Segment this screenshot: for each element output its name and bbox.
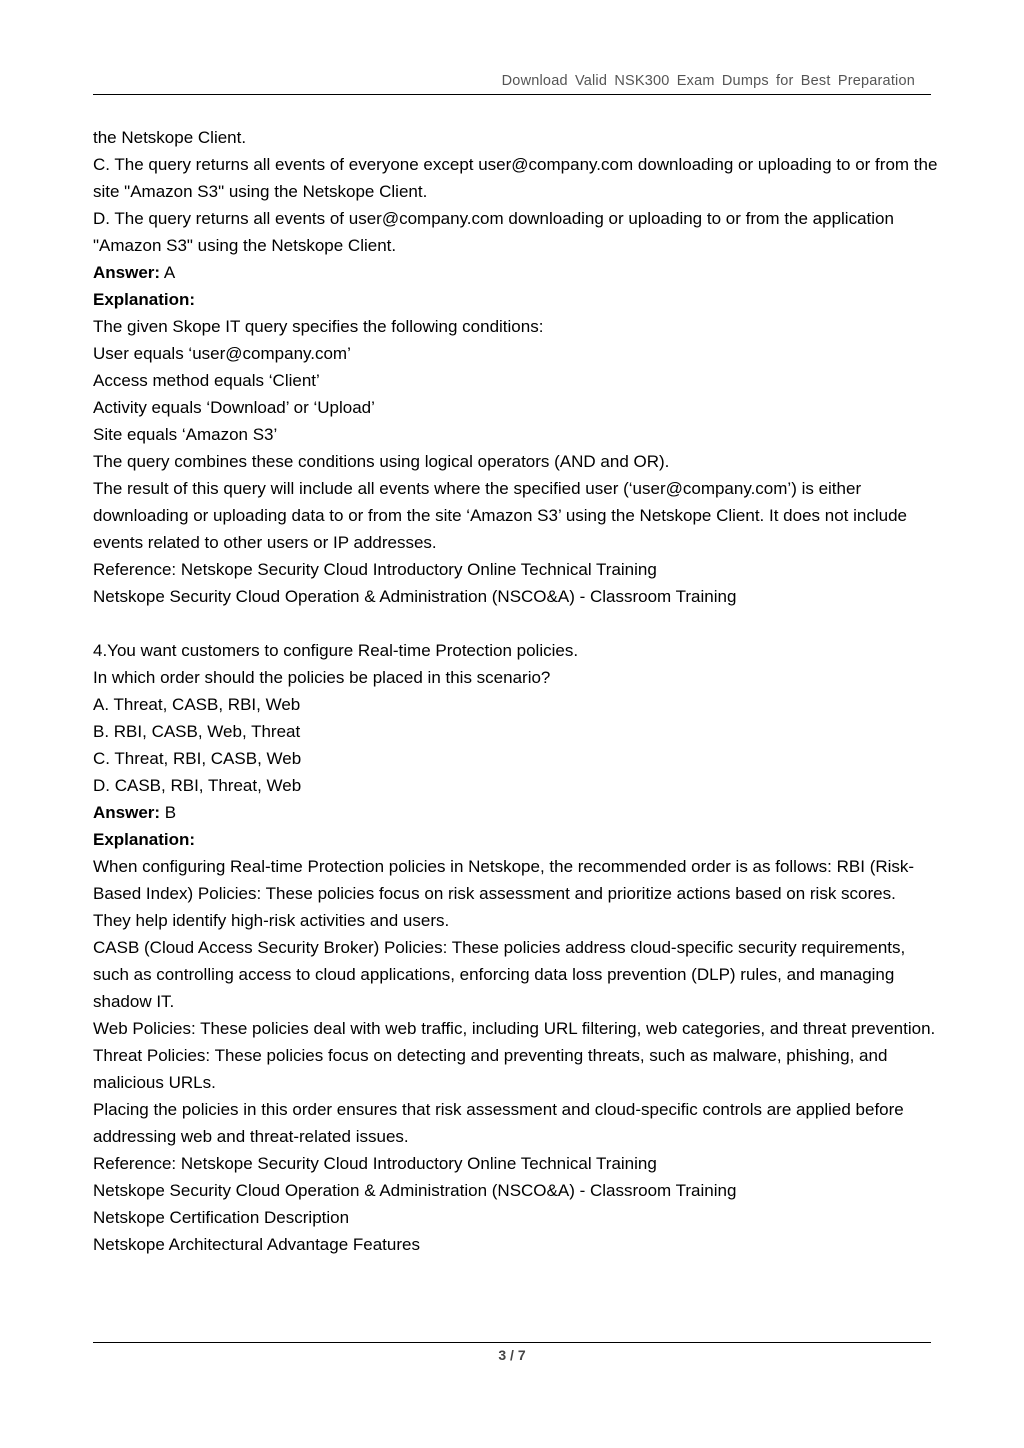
- text-line: Site equals ‘Amazon S3’: [93, 425, 278, 444]
- text-paragraph: Web Policies: These policies deal with web traffic, including URL filtering, web categories, and threat prevention.: [93, 1019, 936, 1038]
- answer-line: [93, 799, 938, 826]
- answer-value: B: [160, 803, 177, 822]
- reference-line: Reference: Netskope Security Cloud Introductory Online Technical Training: [93, 560, 657, 579]
- text-line: The given Skope IT query specifies the following conditions:: [93, 317, 544, 336]
- option-c: C. The query returns all events of everyone except user@company.com downloading or uploading to or from the site "Amazon S3" using the Netskope Client.: [93, 155, 938, 201]
- text-paragraph: When configuring Real-time Protection policies in Netskope, the recommended order is as follows: RBI (Risk-Based Index) Policies: These policies focus on risk assessment and prioritize actions based on risk scores. They help identify high-risk activities and users.: [93, 857, 915, 930]
- answer-line: [93, 259, 938, 286]
- text-paragraph: CASB (Cloud Access Security Broker) Policies: These policies address cloud-specific security requirements, such as controlling access to cloud applications, enforcing data loss prevention (DLP) rules, and managing shadow IT.: [93, 938, 906, 1011]
- option-b: B. RBI, CASB, Web, Threat: [93, 722, 301, 741]
- reference-line: Reference: Netskope Security Cloud Introductory Online Technical Training: [93, 1154, 657, 1173]
- text-line: Activity equals ‘Download’ or ‘Upload’: [93, 398, 375, 417]
- page-number: 3 / 7: [498, 1347, 526, 1363]
- explanation-heading: [93, 286, 938, 313]
- option-a: A. Threat, CASB, RBI, Web: [93, 695, 301, 714]
- explanation-label: Explanation:: [93, 290, 196, 309]
- document-body: [93, 124, 938, 1258]
- page-header: [93, 72, 931, 95]
- text-line: User equals ‘user@company.com’: [93, 344, 351, 363]
- explanation-label: Explanation:: [93, 830, 196, 849]
- text-line: Access method equals ‘Client’: [93, 371, 320, 390]
- reference-line: Netskope Architectural Advantage Features: [93, 1235, 420, 1254]
- option-d: D. CASB, RBI, Threat, Web: [93, 776, 302, 795]
- text-paragraph: Threat Policies: These policies focus on detecting and preventing threats, such as malware, phishing, and malicious URLs.: [93, 1046, 888, 1092]
- spacer: [93, 610, 938, 637]
- question-text: In which order should the policies be placed in this scenario?: [93, 668, 551, 687]
- answer-label: Answer:: [93, 263, 161, 282]
- option-c: C. Threat, RBI, CASB, Web: [93, 749, 302, 768]
- footer-divider: [93, 1342, 931, 1343]
- option-d: D. The query returns all events of user@company.com downloading or uploading to or from the application "Amazon S3" using the Netskope Client.: [93, 209, 894, 255]
- text-paragraph: Placing the policies in this order ensures that risk assessment and cloud-specific controls are applied before addressing web and threat-related issues.: [93, 1100, 904, 1146]
- header-title: Download Valid NSK300 Exam Dumps for Best Preparation: [501, 73, 915, 89]
- question-text: 4.You want customers to configure Real-time Protection policies.: [93, 641, 579, 660]
- text-paragraph: The result of this query will include all events where the specified user (‘user@company.com’) is either downloading or uploading data to or from the site ‘Amazon S3’ using the Netskope Client. It does not include events related to other users or IP addresses.: [93, 479, 907, 552]
- text-line: The query combines these conditions using logical operators (AND and OR).: [93, 452, 670, 471]
- answer-value: A: [160, 263, 176, 282]
- reference-line: Netskope Certification Description: [93, 1208, 350, 1227]
- answer-label: Answer:: [93, 803, 161, 822]
- explanation-heading: [93, 826, 938, 853]
- reference-line: Netskope Security Cloud Operation & Administration (NSCO&A) - Classroom Training: [93, 1181, 737, 1200]
- text-line: the Netskope Client.: [93, 128, 247, 147]
- reference-line: Netskope Security Cloud Operation & Administration (NSCO&A) - Classroom Training: [93, 587, 737, 606]
